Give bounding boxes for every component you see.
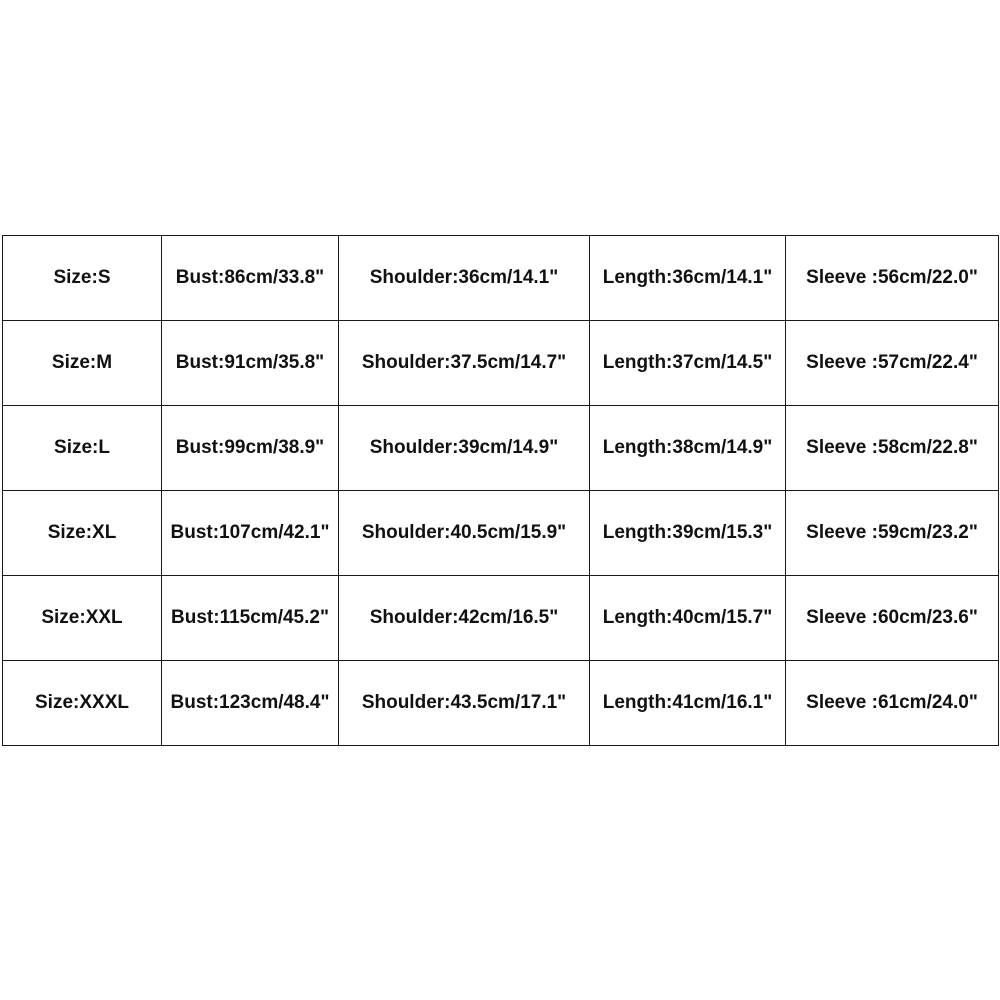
length-cell: Length:41cm/16.1" bbox=[590, 661, 786, 746]
size-cell: Size:XXXL bbox=[3, 661, 162, 746]
shoulder-cell: Shoulder:42cm/16.5" bbox=[339, 576, 590, 661]
size-chart-body bbox=[3, 236, 999, 746]
shoulder-cell: Shoulder:37.5cm/14.7" bbox=[339, 321, 590, 406]
bust-cell: Bust:99cm/38.9" bbox=[162, 406, 339, 491]
size-chart-table bbox=[2, 235, 999, 746]
shoulder-cell: Shoulder:43.5cm/17.1" bbox=[339, 661, 590, 746]
table-row bbox=[3, 236, 999, 321]
length-cell: Length:36cm/14.1" bbox=[590, 236, 786, 321]
table-row bbox=[3, 321, 999, 406]
bust-cell: Bust:107cm/42.1" bbox=[162, 491, 339, 576]
length-cell: Length:38cm/14.9" bbox=[590, 406, 786, 491]
sleeve-cell: Sleeve :60cm/23.6" bbox=[786, 576, 999, 661]
sleeve-cell: Sleeve :58cm/22.8" bbox=[786, 406, 999, 491]
size-cell: Size:L bbox=[3, 406, 162, 491]
bust-cell: Bust:115cm/45.2" bbox=[162, 576, 339, 661]
length-cell: Length:37cm/14.5" bbox=[590, 321, 786, 406]
sleeve-cell: Sleeve :56cm/22.0" bbox=[786, 236, 999, 321]
size-cell: Size:M bbox=[3, 321, 162, 406]
size-cell: Size:S bbox=[3, 236, 162, 321]
shoulder-cell: Shoulder:39cm/14.9" bbox=[339, 406, 590, 491]
table-row bbox=[3, 491, 999, 576]
shoulder-cell: Shoulder:40.5cm/15.9" bbox=[339, 491, 590, 576]
table-row bbox=[3, 406, 999, 491]
size-cell: Size:XXL bbox=[3, 576, 162, 661]
bust-cell: Bust:123cm/48.4" bbox=[162, 661, 339, 746]
bust-cell: Bust:91cm/35.8" bbox=[162, 321, 339, 406]
sleeve-cell: Sleeve :61cm/24.0" bbox=[786, 661, 999, 746]
shoulder-cell: Shoulder:36cm/14.1" bbox=[339, 236, 590, 321]
size-cell: Size:XL bbox=[3, 491, 162, 576]
length-cell: Length:40cm/15.7" bbox=[590, 576, 786, 661]
table-row bbox=[3, 661, 999, 746]
sleeve-cell: Sleeve :59cm/23.2" bbox=[786, 491, 999, 576]
sleeve-cell: Sleeve :57cm/22.4" bbox=[786, 321, 999, 406]
length-cell: Length:39cm/15.3" bbox=[590, 491, 786, 576]
bust-cell: Bust:86cm/33.8" bbox=[162, 236, 339, 321]
table-row bbox=[3, 576, 999, 661]
